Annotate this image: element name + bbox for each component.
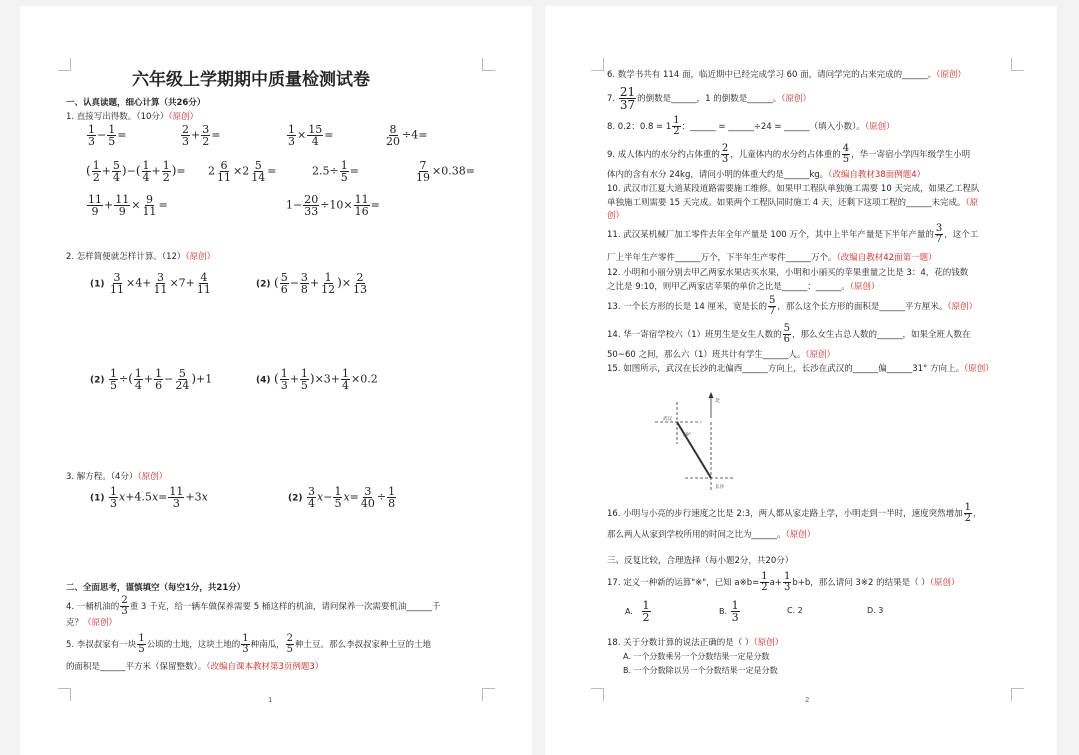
north-label: 北 [715,398,721,404]
question-13: 13. 一个长方形的长是 14 厘米，宽是长的 $\frac{5}{7}$ ，那么这个长方形的面积是______平方厘米。（原创） [607,295,978,317]
q1-item-9: $\frac{11}{9}$ + $\frac{11}{9}$ × $\frac{9}{11}$ = [88,193,168,218]
question-12: 12. 小明和小丽分别去甲乙两家水果店买水果，小明和小丽买的苹果重量之比是 3：4，花的钱数 [607,268,969,278]
q2-item-1: (1) $\frac{3}{11}$ ×4+ $\frac{3}{11}$ ×7+ $\frac{4}{11}$ [90,271,211,296]
q17-choice-b[interactable]: B. $\frac{1}{3}$ [719,599,739,624]
q1-item-6: 2 $\frac{6}{11}$ ×2 $\frac{5}{14}$ = [208,159,277,184]
q1-item-5: ( $\frac{1}{2}$ + $\frac{5}{4}$ )−( $\frac{1}{4}$ + $\frac{1}{2}$ )= [86,159,186,184]
question-15: 15. 如图所示，武汉在长沙的北偏西______方向上，长沙在武汉的______偏______31° 方向上。（原创） [607,364,994,374]
section-2-heading: 二、全面思考，谨慎填空（每空1分，共21分） [66,583,246,593]
changsha-label: 长沙 [715,485,724,490]
question-3: 3. 解方程。（4分）（原创） [66,472,168,482]
page-number: 1 [268,696,273,704]
question-5-cont: 的面积是______平方米（保留整数）。（改编自课本教材第3页例题3） [66,662,324,672]
question-11: 11. 武汉某机械厂加工零件去年全年产量是 100 万个，其中上半年产量是下半年产量的 $\frac{3}{7}$ ，这个工 [607,223,979,245]
question-6: 6. 数学书共有 114 面，临近期中已经完成学习 60 面，请问学完的占来完成的______。（原创） [607,70,966,80]
crop-mark [591,58,604,71]
page-number: 2 [805,696,810,704]
q1-item-7: 2.5÷ $\frac{1}{5}$ = [312,159,359,184]
exam-title: 六年级上学期期中质量检测试卷 [132,70,370,90]
crop-mark [482,58,495,71]
question-8: 8. 0.2：0.8 = 1 $\frac{1}{2}$ ：______ = ______÷24 = ______（填入小数）。（原创） [607,115,895,137]
angle-label: 59° [683,433,691,438]
question-10-cont: 单独施工则需要 15 天完成。如果两个工程队同时施工 4 天，还剩下这项工程的______未完成。（原 [607,198,979,208]
question-11-cont: 厂上半年生产零件______万个，下半年生产零件______万个。（改编自教材42面第一题） [607,253,937,263]
q1-item-3: $\frac{1}{3}$ × $\frac{15}{4}$ = [288,123,334,148]
wuhan-label: 武汉 [663,417,672,422]
question-14-cont: 50~60 之间，那么六（1）班共计有学生______人。（原创） [607,350,836,360]
question-9: 9. 成人体内的水分约占体重的 $\frac{2}{3}$ ，儿童体内的水分约占体重的 $\frac{4}{5}$ ，华一寄宿小学四年级学生小明 [607,143,971,165]
q2-item-4: (4) ( $\frac{1}{3}$ + $\frac{1}{5}$ )×3+ $\frac{1}{4}$ ×0.2 [256,367,378,392]
q17-choice-d[interactable]: D. 3 [867,606,884,615]
question-2: 2. 怎样简便就怎样计算。（12）（原创） [66,252,216,262]
q1-item-8: $\frac{7}{19}$ ×0.38= [416,159,475,184]
crop-mark [482,688,495,701]
question-10: 10. 武汉市江夏大道某段道路需要施工维修。如果甲工程队单独施工需要 10 天完成，如果乙工程队 [607,184,980,194]
q18-choice-b[interactable]: B. 一个分数除以另一个分数结果一定是分数 [623,666,778,675]
question-17: 17. 定义一种新的运算"※"，已知 a※b= $\frac{1}{2}$ a+ $\frac{1}{3}$ b+b，那么请问 3※2 的结果是（ ）（原创） [607,571,960,593]
question-14: 14. 华一寄宿学校六（1）班男生是女生人数的 $\frac{5}{6}$ ，那么女生占总人数的______，如果全班人数在 [607,323,971,345]
q3-item-2: (2) $\frac{3}{4}$ x− $\frac{1}{5}$ x= $\frac{3}{40}$ ÷ $\frac{1}{8}$ [288,485,396,510]
question-10-tag: 创） [607,211,625,221]
question-18: 18. 关于分数计算的说法正确的是（ ）（原创） [607,638,784,648]
q3-item-1: (1) $\frac{1}{3}$ x+4.5x= $\frac{11}{3}$ +3x [90,485,208,510]
crop-mark [1011,58,1024,71]
q18-choice-a[interactable]: A. 一个分数乘另一个分数结果一定是分数 [623,652,770,661]
crop-mark [1011,688,1024,701]
question-4: 4. 一桶机油的 $\frac{2}{3}$ 重 3 千克，给一辆车做保养需要 5 桶这样的机油，请问保养一次需要机油______千 [66,595,441,617]
question-4-cont: 克？（原创） [66,618,118,628]
question-12-cont: 之比是 9:10，则甲乙两家店苹果的单价之比是______：______。（原创） [607,282,880,292]
q1-item-1: $\frac{1}{3}$ − $\frac{1}{5}$ = [88,123,127,148]
question-5: 5. 李叔叔家有一块 $\frac{1}{5}$ 公顷的土地，这块土地的 $\frac{1}{3}$ 种南瓜， $\frac{2}{5}$ 种土豆。那么李叔叔家种土豆的土地 [66,633,431,655]
crop-mark [58,58,71,71]
q17-choice-c[interactable]: C. 2 [787,606,803,615]
q17-choice-a[interactable]: A. $\frac{1}{2}$ [625,599,650,624]
page-1 [20,6,532,755]
direction-map-diagram [655,392,745,492]
q2-item-3: (2) $\frac{1}{5}$ ÷( $\frac{1}{4}$ + $\frac{1}{6}$ − $\frac{5}{24}$ )+1 [90,367,213,392]
section-1-heading: 一、认真读题，细心计算（共26分） [66,98,206,108]
q1-item-4: $\frac{8}{20}$ ÷4= [386,123,428,148]
question-1: 1. 直接写出得数。（10分）（原创） [66,112,199,122]
crop-mark [591,688,604,701]
page-2 [545,6,1057,755]
q1-item-10: 1− $\frac{20}{33}$ ÷10× $\frac{11}{16}$ = [286,193,380,218]
q2-item-2: (2) ( $\frac{5}{6}$ − $\frac{3}{8}$ + $\frac{1}{12}$ )× $\frac{2}{13}$ [256,271,368,296]
q1-item-2: $\frac{2}{3}$ + $\frac{3}{2}$ = [182,123,221,148]
question-16-cont: 那么两人从家到学校所用的时间之比为______。（原创） [607,530,816,540]
question-9-cont: 体内的含有水分 24kg，请问小明的体重大约是______kg。（改编自教材38面例题4） [607,170,926,180]
crop-mark [58,688,71,701]
section-3-heading: 三、反复比较，合理选择（每小题2分，共20分） [607,556,794,566]
question-16: 16. 小明与小亮的步行速度之比是 2:3，两人都从家走路上学，小明走到一半时，速度突然增加 $\frac{1}{2}$ ， [607,502,982,524]
question-7: 7. $\frac{21}{37}$ 的倒数是______，1 的倒数是______。（原创） [607,85,811,112]
